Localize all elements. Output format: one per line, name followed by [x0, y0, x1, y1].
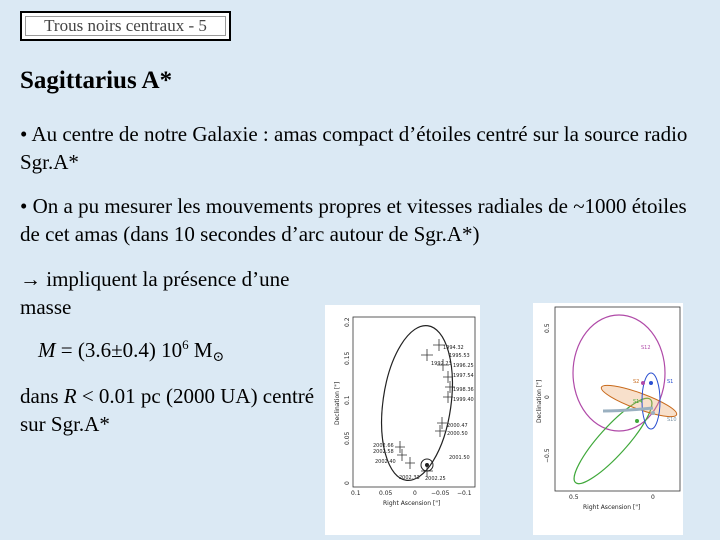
x-tick: −0.05	[431, 490, 450, 497]
mass-formula	[38, 337, 224, 363]
epoch-label: 1997.54	[453, 373, 474, 379]
y-tick: 0.2	[344, 317, 351, 327]
epoch-label: 2002.25	[425, 476, 446, 482]
s2-orbit-plot	[325, 305, 480, 535]
y-tick: −0.5	[544, 448, 551, 463]
epoch-label: 2000.47	[447, 423, 468, 429]
y-axis-label: Declination ["]	[536, 379, 543, 423]
star-label-s12: S12	[641, 345, 651, 351]
epoch-label: 1994.32	[443, 345, 464, 351]
x-tick: 0	[651, 494, 655, 501]
epoch-label: 2002.66	[373, 443, 394, 449]
mass-exponent: 6	[182, 337, 189, 352]
epoch-label: 2000.50	[447, 431, 468, 437]
epoch-label: 1995.53	[449, 353, 470, 359]
section-tag-label: Trous noirs centraux - 5	[25, 16, 226, 36]
star-orbits-plot	[533, 303, 683, 535]
epoch-label: 1999.40	[453, 397, 474, 403]
s2-orbit-figure	[325, 305, 480, 535]
y-tick: 0.1	[344, 395, 351, 405]
y-axis-label: Declination ["]	[334, 381, 341, 425]
star-label-s1: S1	[667, 379, 674, 385]
slide-title: Sagittarius A*	[20, 67, 173, 94]
x-axis-label: Right Ascension ["]	[383, 500, 441, 507]
radius-symbol: R	[63, 384, 77, 408]
epoch-label: 2002.58	[373, 449, 394, 455]
mass-value: = (3.6±0.4) 10	[55, 338, 183, 362]
y-tick: 0.5	[544, 323, 551, 333]
x-tick: 0.05	[379, 490, 393, 497]
y-tick: 0.05	[344, 431, 351, 445]
epoch-label: 1998.36	[453, 387, 474, 393]
star-label-s14: S14	[633, 399, 643, 405]
mass-symbol: M	[38, 338, 56, 362]
y-tick: 0.15	[344, 351, 351, 365]
epoch-label: 2002.33	[399, 475, 420, 481]
y-tick: 0	[344, 481, 351, 485]
conclusion-text	[20, 382, 320, 438]
epoch-label: 2002.40	[375, 459, 396, 465]
epoch-label: 1992.23	[431, 361, 452, 367]
x-tick: −0.1	[457, 490, 472, 497]
conclusion-rest: < 0.01 pc (2000 UA) centré sur Sgr.A*	[20, 384, 315, 436]
x-axis-label: Right Ascension ["]	[583, 504, 641, 511]
star-label-s10: S10	[667, 417, 677, 423]
implication-text: → impliquent la présence d’une masse	[20, 267, 290, 319]
epoch-label: 1996.25	[453, 363, 474, 369]
x-tick: 0	[413, 490, 417, 497]
x-tick: 0.5	[569, 494, 579, 501]
mass-unit: M	[188, 338, 213, 362]
bullet-2: • On a pu mesurer les mouvements propres et vitesses radiales de ~1000 étoiles de cet amas (dans 10 secondes d’arc autour de Sgr.A*)	[20, 194, 687, 246]
star-orbits-figure	[533, 303, 683, 535]
conclusion-pre: dans	[20, 384, 64, 408]
epoch-label: 2001.50	[449, 455, 470, 461]
x-tick: 0.1	[351, 490, 361, 497]
sun-symbol: ⊙	[212, 350, 225, 365]
section-tag	[20, 11, 231, 41]
star-label-s2: S2	[633, 379, 640, 385]
bullet-1: • Au centre de notre Galaxie : amas compact d’étoiles centré sur la source radio Sgr.A*	[20, 122, 688, 174]
y-tick: 0	[544, 395, 551, 399]
